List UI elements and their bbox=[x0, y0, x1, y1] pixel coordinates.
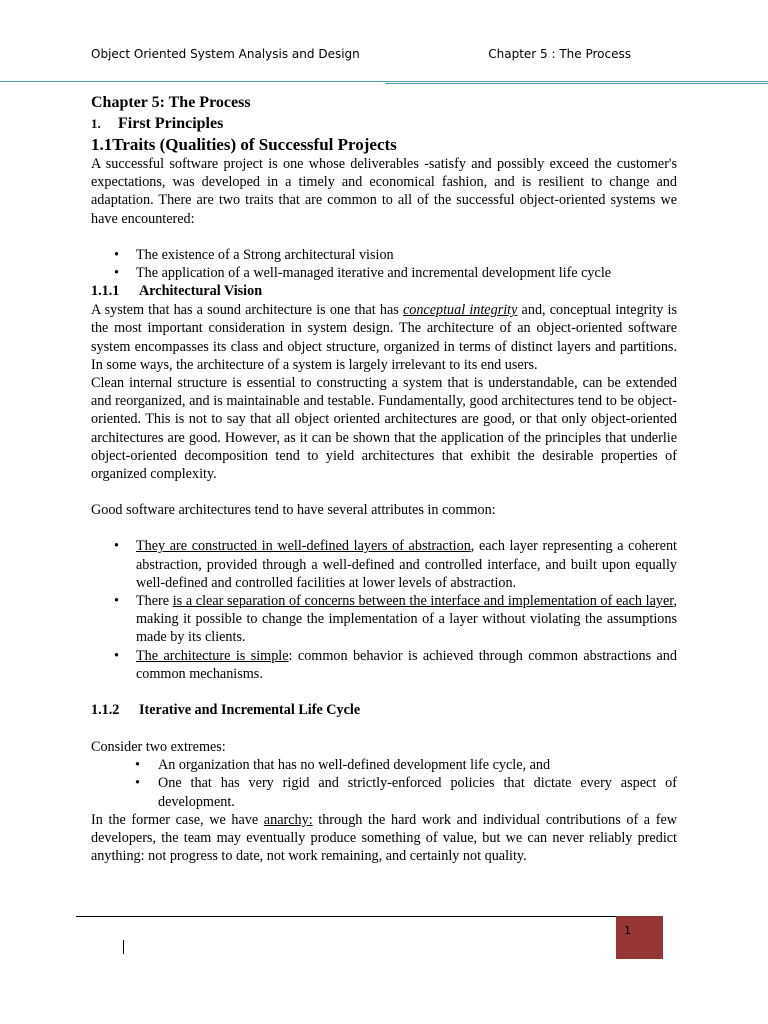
emphasis-anarchy: anarchy: bbox=[263, 811, 313, 828]
paragraph-extremes-intro: Consider two extremes: bbox=[91, 739, 226, 756]
header-chapter-title: Chapter 5 : The Process bbox=[488, 47, 631, 61]
header-rule bbox=[0, 81, 768, 82]
paragraph-intro: A successful software project is one whose deliverables -satisfy and possibly exceed the customer's expectations, was developed in a timely and economical fashion, and is resilient to change and adaptation. There are two traits that are common to all of the successful object-oriented systems we have encountered: bbox=[91, 156, 677, 227]
section-number: 1.1.2 bbox=[91, 702, 120, 719]
emphasis-conceptual-integrity: conceptual integrity bbox=[402, 302, 518, 319]
list-item: • There is a clear separation of concerns between the interface and implementation of each layer, making it possible to change the implementation of a layer without violating the assumptions made by its clients. bbox=[91, 592, 677, 647]
section-heading-1-1-2 bbox=[91, 701, 677, 720]
footer-rule bbox=[76, 916, 616, 917]
attributes-list bbox=[91, 537, 677, 683]
header-course-title: Object Oriented System Analysis and Design bbox=[91, 47, 360, 61]
list-item: • One that has very rigid and strictly-enforced policies that dictate every aspect of development. bbox=[91, 774, 677, 810]
section-number: 1.1.1 bbox=[91, 283, 120, 300]
header-rule-secondary bbox=[385, 83, 768, 84]
chapter-title: Chapter 5: The Process bbox=[91, 94, 251, 111]
list-item: • The architecture is simple: common behavior is achieved through common abstractions and common mechanisms. bbox=[91, 647, 677, 683]
section-heading-1-1-1 bbox=[91, 282, 677, 301]
section-title: First Principles bbox=[118, 115, 224, 132]
extremes-list bbox=[91, 756, 677, 811]
section-heading-1-1: 1.1Traits (Qualities) of Successful Projects bbox=[91, 135, 397, 154]
section-title: Architectural Vision bbox=[139, 283, 263, 300]
page-number: 1 bbox=[624, 924, 631, 937]
section-number: 1. bbox=[91, 116, 101, 131]
paragraph-clean-structure: Clean internal structure is essential to constructing a system that is understandable, can be extended and reorganized, and is maintainable and testable. Fundamentally, good architectures tend to be object-oriented. This is not to say that all object oriented architectures are good, or that only object-oriented architectures are good. However, as it can be shown that the application of the principles that underlie object-oriented decomposition tend to yield architectures that exhibit the desirable properties of organized complexity. bbox=[91, 375, 677, 483]
page-header bbox=[91, 47, 631, 65]
list-item: • The application of a well-managed iterative and incremental development life cycle bbox=[91, 264, 677, 282]
section-heading-1 bbox=[91, 114, 677, 134]
paragraph-anarchy: In the former case, we have anarchy: through the hard work and individual contributions of a few developers, the team may eventually produce something of value, but we can never reliably predict anything: not progress to date, not work remaining, and certainly not quality. bbox=[91, 811, 677, 865]
list-item: • The existence of a Strong architectural vision bbox=[91, 246, 677, 264]
list-item: • They are constructed in well-defined layers of abstraction, each layer representing a coherent abstraction, provided through a well-defined and controlled interface, and built upon equally well-defined and controlled facilities at lower levels of abstraction. bbox=[91, 537, 677, 592]
text-cursor bbox=[123, 940, 124, 954]
traits-list bbox=[91, 246, 677, 282]
document-body bbox=[91, 92, 677, 866]
list-item: • An organization that has no well-defined development life cycle, and bbox=[91, 756, 677, 774]
page-number-box bbox=[616, 916, 663, 959]
paragraph-attributes-intro: Good software architectures tend to have several attributes in common: bbox=[91, 502, 496, 519]
paragraph-architecture: A system that has a sound architecture is one that has conceptual integrity and, conceptual integrity is the most important consideration in system design. The architecture of an object-oriented software system encompasses its class and object structure, organized in terms of distinct layers and partitions. In some ways, the architecture of a system is largely irrelevant to its end users. bbox=[91, 302, 677, 373]
section-title: Iterative and Incremental Life Cycle bbox=[139, 702, 361, 719]
